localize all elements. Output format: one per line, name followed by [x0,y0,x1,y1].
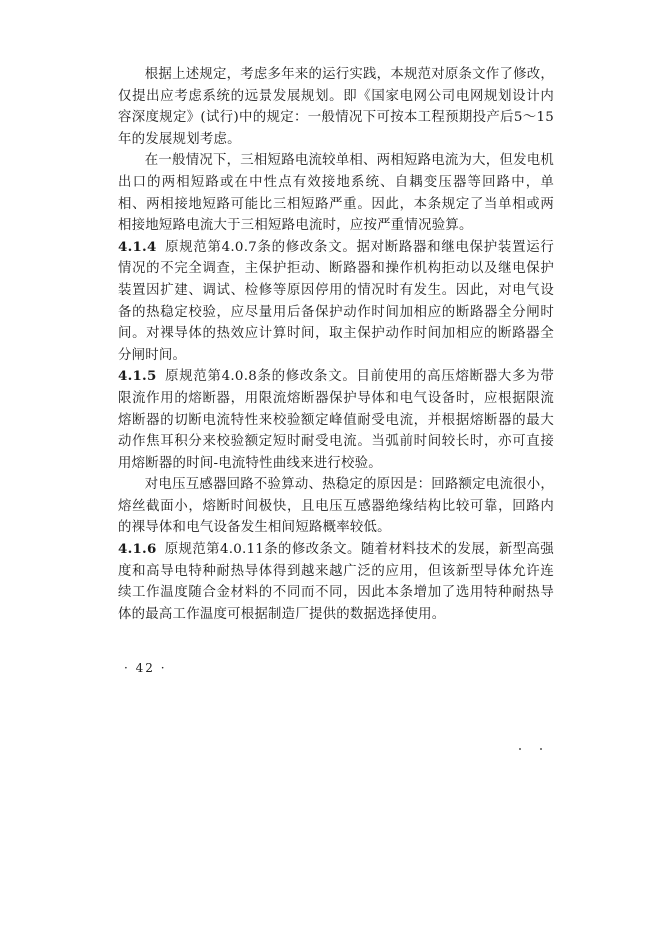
clause-4-1-6 [118,539,554,625]
paragraph-text: 原规范第4.0.7条的修改条文。据对断路器和继电保护装置运行情况的不完全调查，主保护拒动、断路器和操作机构拒动以及继电保护装置因扩建、调试、检修等原因停用的情况时有发生。因此，对电气设备的热稳定校验，应尽量用后备保护动作时间加相应的断路器全分闸时间。对裸导体的热效应计算时间，取主保护动作时间加相应的断路器全分闸时间。 [118,239,554,363]
page-number: · 42 · [124,661,167,675]
paragraph-text: 原规范第4.0.11条的修改条文。随着材料技术的发展，新型高强度和高导电特种耐热导体得到越来越广泛的应用，但该新型导体允许连续工作温度随合金材料的不同而不同，因此本条增加了选用特种耐热导体的最高工作温度可根据制造厂提供的数据选择使用。 [118,542,554,622]
clause-number: 4.1.5 [118,368,157,385]
clause-number: 4.1.4 [118,238,157,255]
paragraph-text: 根据上述规定，考虑多年来的运行实践，本规范对原条文作了修改，仅提出应考虑系统的远景发展规划。即《国家电网公司电网规划设计内容深度规定》(试行)中的规定：一般情况下可按本工程预期投产后5～15年的发展规划考虑。 [118,67,555,147]
paragraph [118,150,554,236]
clause-4-1-5 [118,366,554,474]
scan-speck [540,748,542,750]
document-body [118,64,554,625]
paragraph [118,64,554,150]
paragraph [118,474,554,539]
paragraph-text: 对电压互感器回路不验算动、热稳定的原因是：回路额定电流很小，熔丝截面小，熔断时间极快，且电压互感器绝缘结构比较可靠，回路内的裸导体和电气设备发生相间短路概率较低。 [118,477,555,536]
paragraph-text: 原规范第4.0.8条的修改条文。目前使用的高压熔断器大多为带限流作用的熔断器，用限流熔断器保护导体和电气设备时，应根据限流熔断器的切断电流特性来校验额定峰值耐受电流，并根据熔断器的最大动作焦耳积分来校验额定短时耐受电流。当弧前时间较长时，亦可直接用熔断器的时间-电流特性曲线来进行校验。 [118,369,554,471]
clause-4-1-4 [118,237,554,367]
paragraph-text: 在一般情况下，三相短路电流较单相、两相短路电流为大，但发电机出口的两相短路或在中性点有效接地系统、自耦变压器等回路中，单相、两相接地短路可能比三相短路严重。因此，本条规定了当单相或两相接地短路电流大于三相短路电流时，应按严重情况验算。 [118,153,555,234]
clause-number: 4.1.6 [118,541,157,558]
scan-speck [519,748,521,750]
